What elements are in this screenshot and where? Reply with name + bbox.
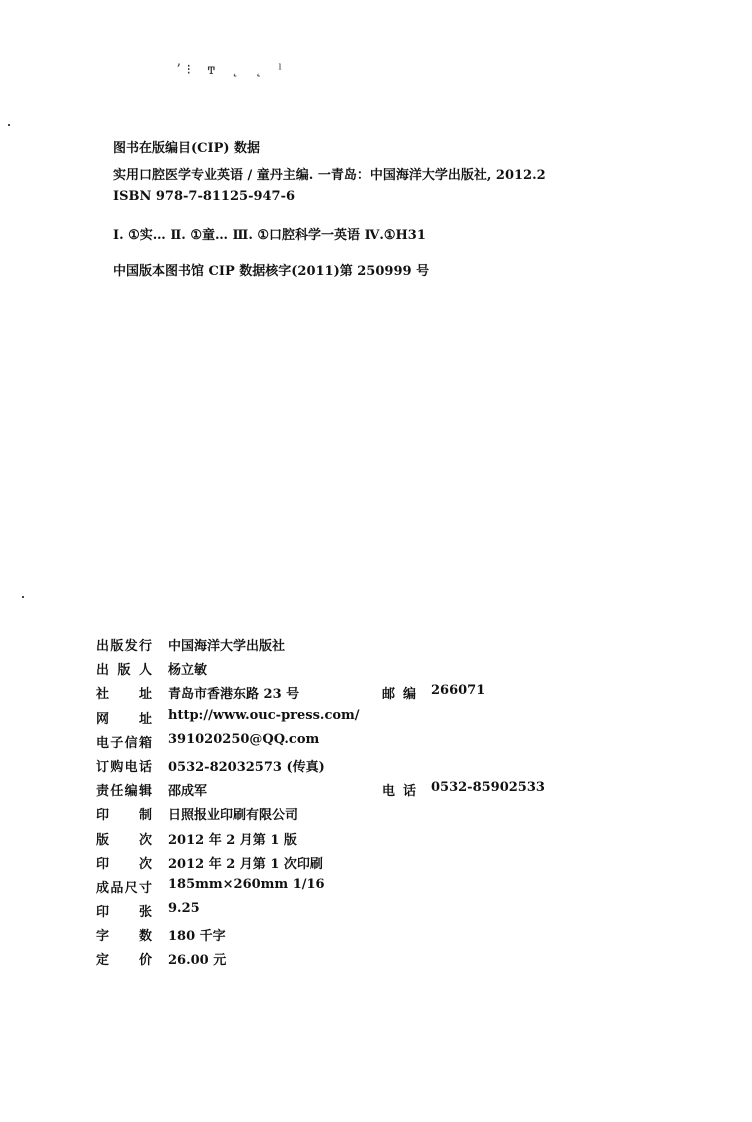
field-label: 出 版 人 [96,663,152,679]
field-value: 中国海洋大学出版社 [168,639,286,654]
field-label: 成品尺寸 [96,880,152,896]
field-label: 责任编辑 [96,784,152,800]
scan-artifact-marks: ʼ⁝ ͳ ˛ ˛ ˡ [176,62,288,78]
field-value: 185mm×260mm 1/16 [168,876,325,892]
field-value: 邵成军 [168,784,208,800]
field-value: 0532-82032573 (传真) [168,759,325,775]
right-field-value: 266071 [431,683,486,699]
field-label: 字 数 [96,929,152,945]
field-label: 定 价 [96,953,152,969]
cip-number: 中国版本图书馆 CIP 数据核字(2011)第 250999 号 [113,264,430,279]
field-label: 印 次 [96,856,152,872]
field-label: 印 张 [96,905,152,921]
field-value: http://www.ouc-press.com/ [168,707,360,723]
field-value: 2012 年 2 月第 1 次印刷 [168,856,323,872]
cip-isbn: ISBN 978-7-81125-947-6 [113,189,296,204]
field-label: 版 次 [96,832,152,848]
field-label: 订购电话 [96,759,152,775]
right-field-label: 电 话 [382,784,416,800]
field-value: 杨立敏 [168,663,208,679]
right-field-value: 0532-85902533 [431,780,545,796]
scan-speck [22,596,24,598]
field-label: 社 址 [96,687,152,703]
field-label: 印 制 [96,808,152,824]
field-value: 日照报业印刷有限公司 [168,808,299,824]
field-label: 电子信箱 [96,735,152,751]
cip-classification: Ⅰ. ①实… Ⅱ. ①童… Ⅲ. ①口腔科学一英语 Ⅳ.①H31 [113,228,426,243]
field-label: 出版发行 [96,639,152,654]
field-value: 青岛市香港东路 23 号 [168,687,300,703]
cip-heading: 图书在版编目(CIP) 数据 [113,141,261,156]
field-value: 180 千字 [168,929,226,945]
field-value: 2012 年 2 月第 1 版 [168,832,297,848]
field-value: 26.00 元 [168,953,227,969]
field-value: 391020250@QQ.com [168,731,320,747]
right-field-label: 邮 编 [382,687,416,703]
cip-title-line: 实用口腔医学专业英语 / 童丹主编. 一青岛：中国海洋大学出版社, 2012.2 [113,168,546,183]
field-value: 9.25 [168,901,200,917]
field-label: 网 址 [96,711,152,727]
scan-speck [8,124,10,126]
